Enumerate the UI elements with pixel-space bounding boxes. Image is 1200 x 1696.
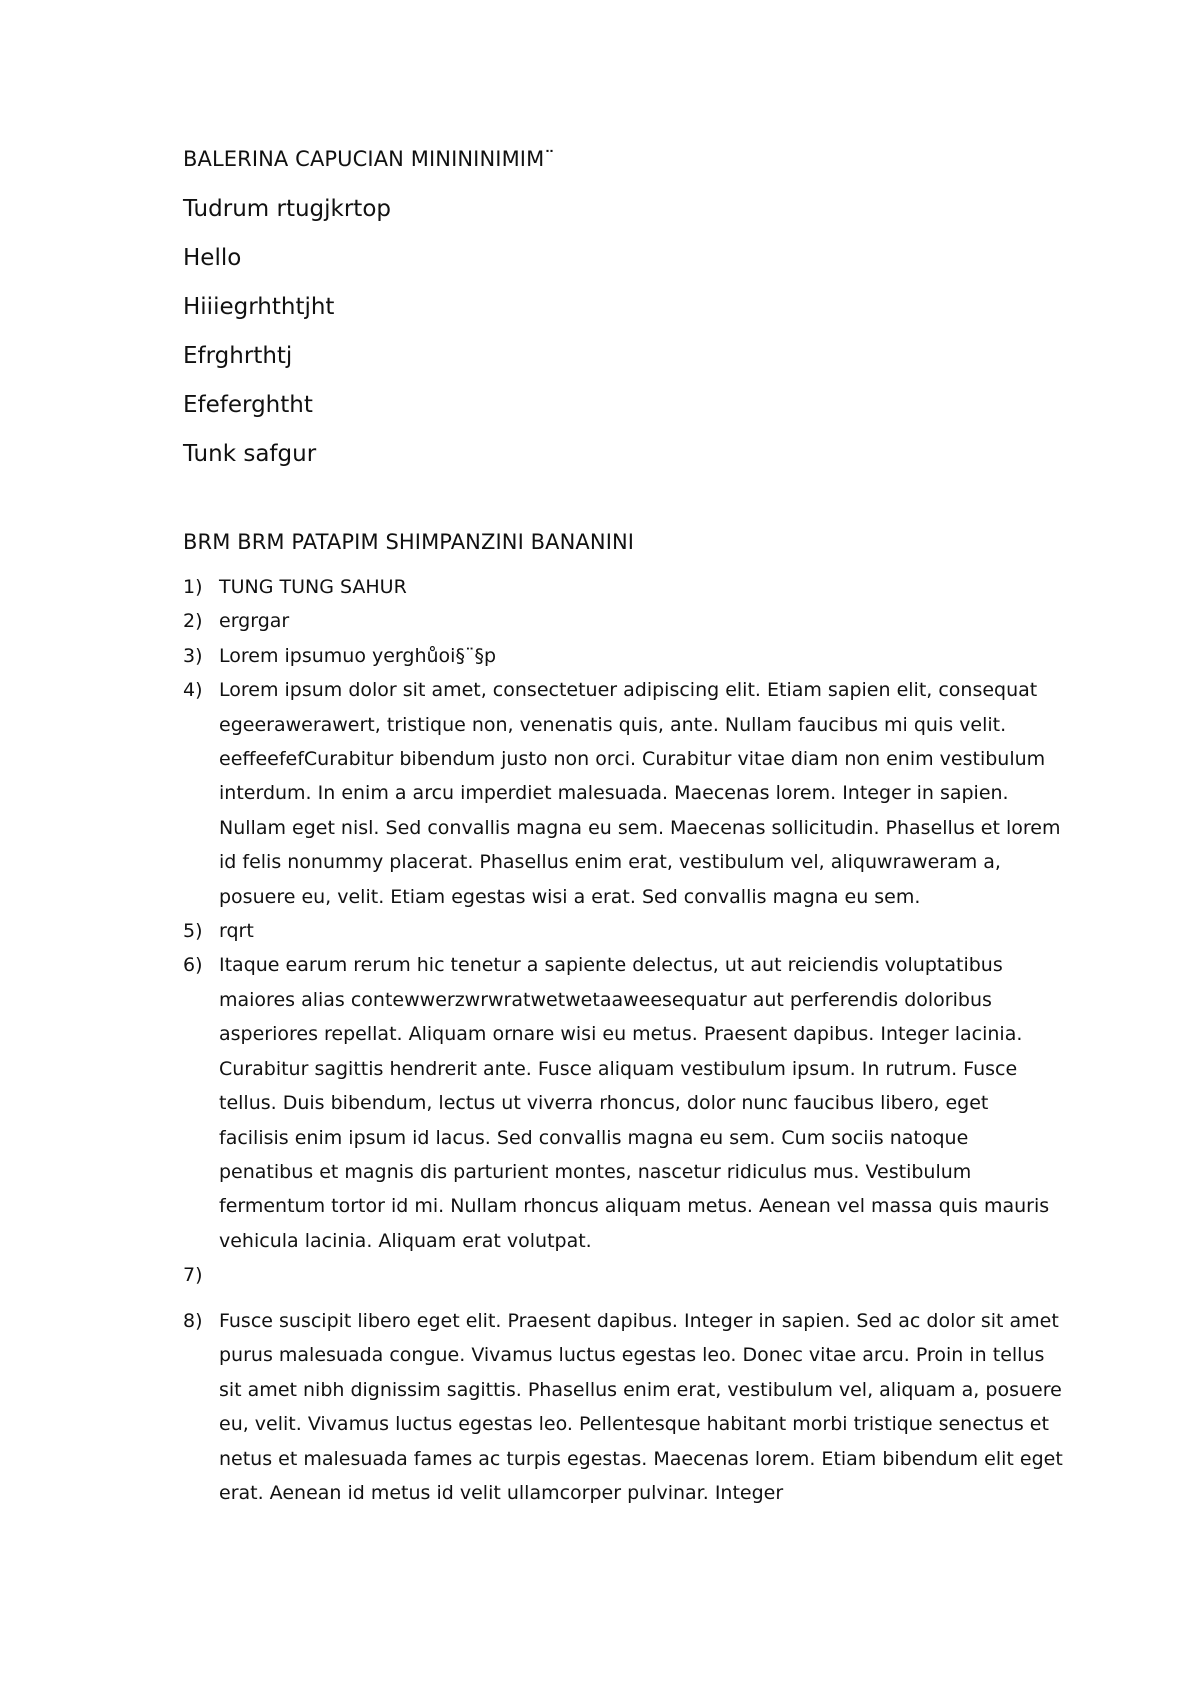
heading-balerina: BALERINA CAPUCIAN MINININIMIM¨ xyxy=(183,147,555,171)
list-item-number: 7) xyxy=(183,1264,203,1287)
list-item-number: 8) xyxy=(183,1309,203,1332)
text-line-2: Hello xyxy=(183,245,242,271)
list-item xyxy=(183,639,1063,673)
list-item xyxy=(183,1304,1063,1510)
text-line-4: Efrghrthtj xyxy=(183,343,293,369)
list-item-number: 6) xyxy=(183,954,203,977)
heading-brm-brm: BRM BRM PATAPIM SHIMPANZINI BANANINI xyxy=(183,530,635,554)
text-line-1: Tudrum rtugjkrtop xyxy=(183,196,391,222)
list-item-number: 2) xyxy=(183,610,203,633)
list-item-number: 3) xyxy=(183,644,203,667)
list-item xyxy=(183,570,1063,604)
list-item-number: 5) xyxy=(183,920,203,943)
list-item-text: Itaque earum rerum hic tenetur a sapiente delectus, ut aut reiciendis voluptatibus maiores alias contewwerzwrwratwetwetaaweesequatur aut perferendis doloribus asperiores repellat. Aliquam ornare wisi eu metus. Praesent dapibus. Integer lacinia. Curabitur sagittis hendrerit ante. Fusce aliquam vestibulum ipsum. In rutrum. Fusce tellus. Duis bibendum, lectus ut viverra rhoncus, dolor nunc faucibus libero, eget facilisis enim ipsum id lacus. Sed convallis magna eu sem. Cum sociis natoque penatibus et magnis dis parturient montes, nascetur ridiculus mus. Vestibulum fermentum tortor id mi. Nullam rhoncus aliquam metus. Aenean vel massa quis mauris vehicula lacinia. Aliquam erat volutpat. xyxy=(219,954,1050,1252)
list-item xyxy=(183,948,1063,1258)
list-item-number: 4) xyxy=(183,679,203,702)
list-item-text: Fusce suscipit libero eget elit. Praesent dapibus. Integer in sapien. Sed ac dolor sit amet purus malesuada congue. Vivamus luctus egestas leo. Donec vitae arcu. Proin in tellus sit amet nibh dignissim sagittis. Phasellus enim erat, vestibulum vel, aliquam a, posuere eu, velit. Vivamus luctus egestas leo. Pellentesque habitant morbi tristique senectus et netus et malesuada fames ac turpis egestas. Maecenas lorem. Etiam bibendum elit eget erat. Aenean id metus id velit ullamcorper pulvinar. Integer xyxy=(219,1309,1063,1504)
list-item xyxy=(183,604,1063,638)
text-line-6: Tunk safgur xyxy=(183,441,317,467)
text-line-5: Efeferghtht xyxy=(183,392,313,418)
list-item xyxy=(183,673,1063,914)
list-item-text: Lorem ipsum dolor sit amet, consectetuer adipiscing elit. Etiam sapien elit, consequat egeerawerawert, tristique non, venenatis quis, ante. Nullam faucibus mi quis velit. eeffeefefCurabitur bibendum justo non orci. Curabitur vitae diam non enim vestibulum interdum. In enim a arcu imperdiet malesuada. Maecenas lorem. Integer in sapien. Nullam eget nisl. Sed convallis magna eu sem. Maecenas sollicitudin. Phasellus et lorem id felis nonummy placerat. Phasellus enim erat, vestibulum vel, aliquwraweram a, posuere eu, velit. Etiam egestas wisi a erat. Sed convallis magna eu sem. xyxy=(219,679,1061,908)
list-item-text: ergrgar xyxy=(219,610,290,633)
list-item xyxy=(183,914,1063,948)
text-line-3: Hiiiegrhthtjht xyxy=(183,294,335,320)
list-item-text: rqrt xyxy=(219,920,254,943)
list-item xyxy=(183,1258,1063,1304)
document-body xyxy=(183,145,1063,1510)
list-item-text: Lorem ipsumuo yerghůoi§¨§p xyxy=(219,644,497,667)
numbered-list xyxy=(183,570,1063,1510)
list-item-number: 1) xyxy=(183,576,203,598)
list-item-text: TUNG TUNG SAHUR xyxy=(219,576,407,598)
